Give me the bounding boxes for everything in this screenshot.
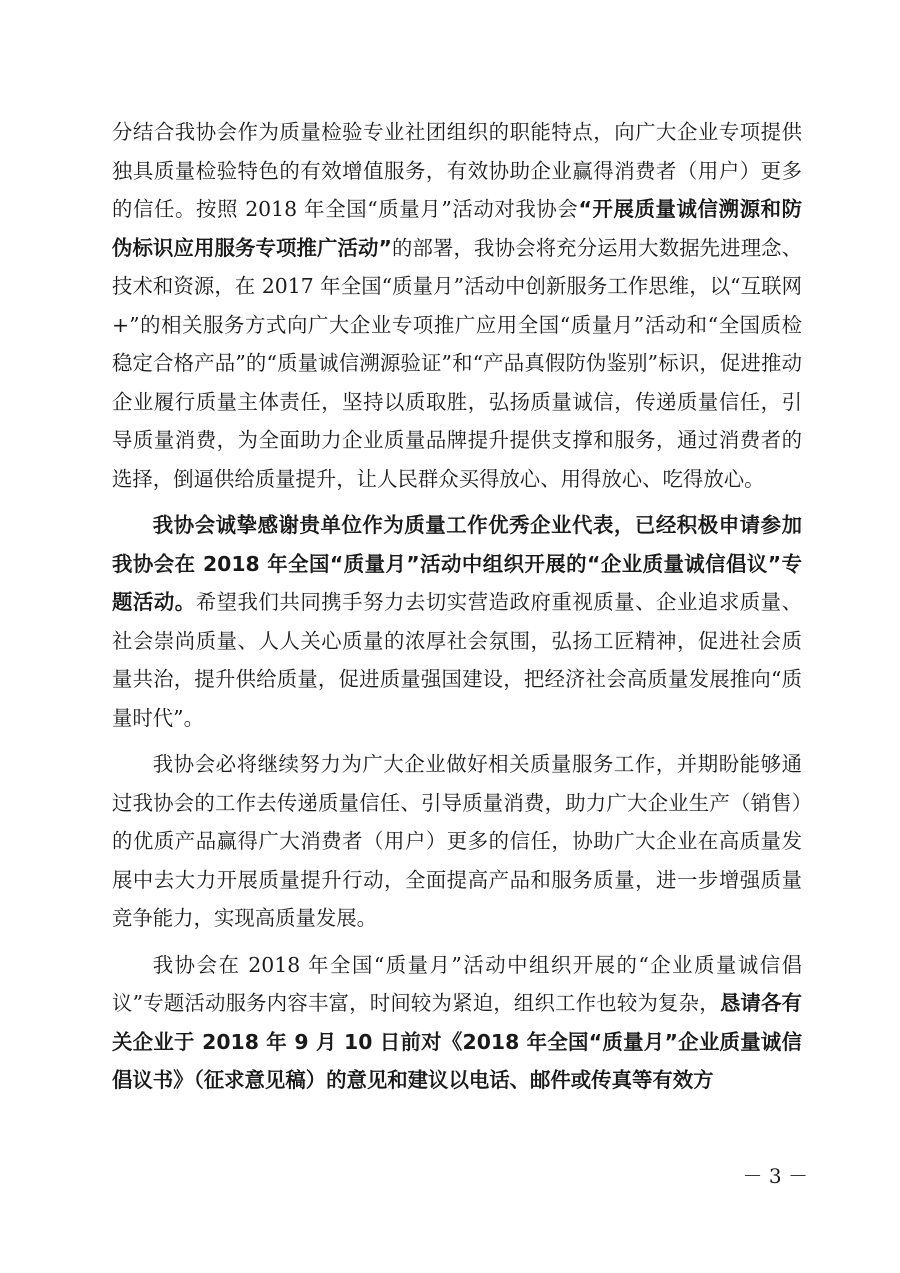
- paragraph-1-text: 分结合我协会作为质量检验专业社团组织的职能特点，向广大企业专项提供独具质量检验特色的有效增值服务，有效协助企业赢得消费者（用户）更多的信任。按照 2018 年全国“质量月”活动对我协会: [112, 120, 802, 221]
- paragraph-1-bold-phrase: “开展质量诚信溯源和防伪标识应用服务专项推广活动”: [112, 197, 802, 260]
- paragraph-3: [112, 745, 802, 938]
- document-body: [112, 113, 802, 1100]
- page-number: － 3 －: [742, 1164, 808, 1188]
- paragraph-1: [112, 113, 802, 498]
- paragraph-3-text: 我协会必将继续努力为广大企业做好相关质量服务工作，并期盼能够通过我协会的工作去传递质量信任、引导质量消费，助力广大企业生产（销售）的优质产品赢得广大消费者（用户）更多的信任，协助广大企业在高质量发展中去大力开展质量提升行动，全面提高产品和服务质量，进一步增强质量竞争能力，实现高质量发展。: [112, 752, 802, 930]
- paragraph-2: [112, 506, 802, 737]
- paragraph-2-bold-phrase: 我协会诚挚感谢贵单位作为质量工作优秀企业代表，已经积极申请参加我协会在 2018 年全国“质量月”活动中组织开展的“企业质量诚信倡议”专题活动。: [112, 513, 802, 614]
- paragraph-4: [112, 946, 802, 1100]
- paragraph-4-text: 我协会在 2018 年全国“质量月”活动中组织开展的“企业质量诚信倡议”专题活动服务内容丰富，时间较为紧迫，组织工作也较为复杂，: [112, 952, 802, 1015]
- paragraph-1-text-continued: 的部署，我协会将充分运用大数据先进理念、技术和资源，在 2017 年全国“质量月”活动中创新服务工作思维，以“互联网+”的相关服务方式向广大企业专项推广应用全国“质量月”活动和“全国质检稳定合格产品”的“质量诚信溯源验证”和“产品真假防伪鉴别”标识，促进推动企业履行质量主体责任，坚持以质取胜，弘扬质量诚信，传递质量信任，引导质量消费，为全面助力企业质量品牌提升提供支撑和服务，通过消费者的选择，倒逼供给质量提升，让人民群众买得放心、用得放心、吃得放心。: [112, 235, 802, 491]
- paragraph-2-text: 希望我们共同携手努力去切实营造政府重视质量、企业追求质量、社会崇尚质量、人人关心质量的浓厚社会氛围，弘扬工匠精神，促进社会质量共治，提升供给质量，促进质量强国建设，把经济社会高质量发展推向“质量时代”。: [112, 590, 802, 730]
- paragraph-4-bold-phrase: 恳请各有关企业于 2018 年 9 月 10 日前对《2018 年全国“质量月”企业质量诚信倡议书》（征求意见稿）的意见和建议以电话、邮件或传真等有效方: [112, 991, 803, 1092]
